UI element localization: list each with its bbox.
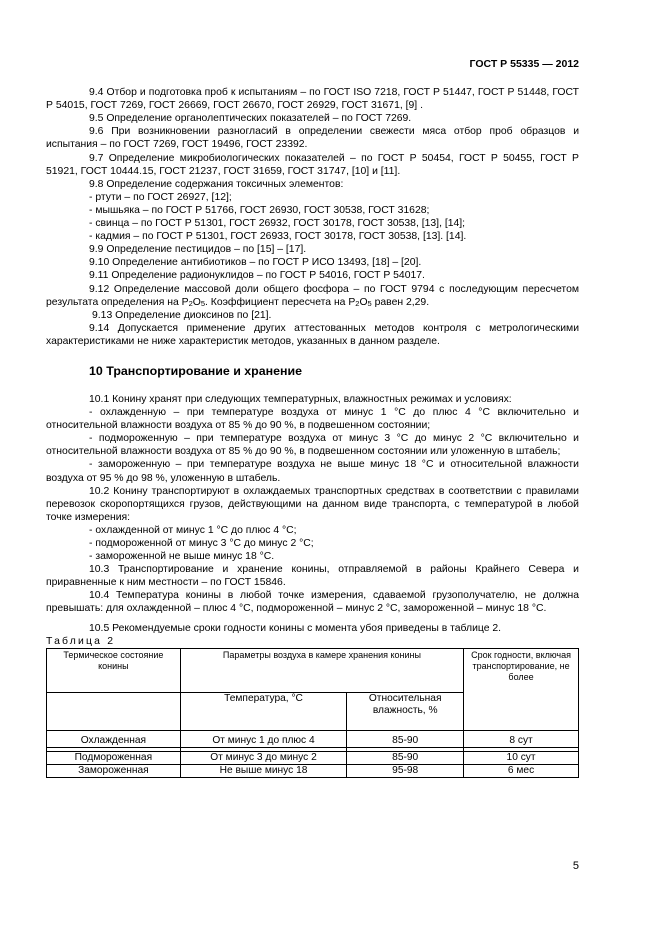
table-cell-humidity: 95-98 <box>347 764 464 777</box>
table-header-state: Термическое состояние конины <box>47 648 181 692</box>
table-header-humidity: Относительная влажность, % <box>347 692 464 730</box>
list-item-transport-subfrozen: - подмороженной от минус 3 °С до минус 2 °С; <box>89 538 314 549</box>
paragraph-9-10: 9.10 Определение антибиотиков – по ГОСТ Р ИСО 13493, [18] – [20]. <box>89 257 422 269</box>
table-cell-state: Подмороженная <box>47 751 181 764</box>
paragraph-9-6: 9.6 При возникновении разногласий в определении свежести мяса отбор проб образцов и испытания – по ГОСТ 7269, ГОСТ 19496, ГОСТ 23392. <box>46 126 579 151</box>
paragraph-9-8: 9.8 Определение содержания токсичных элементов: <box>89 178 344 190</box>
table-cell-state: Охлажденная <box>47 730 181 747</box>
list-item-arsenic: - мышьяка – по ГОСТ Р 51766, ГОСТ 26930, ГОСТ 30538, ГОСТ 31628; <box>89 204 430 216</box>
table-cell-humidity: 85-90 <box>347 751 464 764</box>
paragraph-10-3: 10.3 Транспортирование и хранение конины, отправляемой в районы Крайнего Севера и приравненные к ним местности – по ГОСТ 15846. <box>46 564 579 589</box>
list-item-cadmium: - кадмия – по ГОСТ Р 51301, ГОСТ 26933, ГОСТ 30178, ГОСТ 30538, [13]. [14]. <box>89 231 467 243</box>
paragraph-9-14: 9.14 Допускается применение других аттестованных методов контроля с метрологическими характеристиками не ниже характеристик методов, указанных в данном разделе. <box>46 322 579 347</box>
list-item-subfrozen: - подмороженную – при температуре воздуха от минус 3 °С до минус 2 °С включительно и относительной влажности воздуха от 85 % до 90 %, в подвешенном состоянии или уложенную в штабель; <box>46 433 579 458</box>
list-item-transport-chilled: - охлажденной от минус 1 °С до плюс 4 °С; <box>89 524 297 536</box>
paragraph-9-7: 9.7 Определение микробиологических показателей – по ГОСТ Р 50454, ГОСТ Р 50455, ГОСТ Р 51921, ГОСТ 10444.15, ГОСТ 21237, ГОСТ 31659, ГОСТ 31747, [10] и [11]. <box>46 152 579 177</box>
list-item-lead: - свинца – по ГОСТ Р 51301, ГОСТ 26932, ГОСТ 30178, ГОСТ 30538, [13], [14]; <box>89 218 466 230</box>
paragraph-9-5: 9.5 Определение органолептических показателей – по ГОСТ 7269. <box>89 113 412 125</box>
list-item-chilled: - охлажденную – при температуре воздуха от минус 1 °С до плюс 4 °С включительно и относительной влажности воздуха от 85 % до 90 %, в подвешенном состоянии; <box>46 407 579 432</box>
paragraph-9-9: 9.9 Определение пестицидов – по [15] – [17]. <box>89 244 307 256</box>
table-header-shelf-life: Срок годности, включая транспортирование, не более <box>464 648 579 730</box>
table-cell-shelf: 8 сут <box>464 730 579 747</box>
table-cell-temp: От минус 3 до минус 2 <box>180 751 347 764</box>
list-item-transport-frozen: - замороженной не выше минус 18 °С. <box>89 551 275 563</box>
section-title: 10 Транспортирование и хранение <box>89 363 302 378</box>
page-number: 5 <box>572 860 579 872</box>
table-label: Таблица 2 <box>46 635 116 647</box>
list-item-mercury: - ртути – по ГОСТ 26927, [12]; <box>89 191 232 203</box>
table-header-empty <box>47 692 181 730</box>
table-cell-state: Замороженная <box>47 764 181 777</box>
paragraph-9-12: 9.12 Определение массовой доли общего фосфора – по ГОСТ 9794 с последующим пересчетом результата определения на $P_2O_5$. Коэффициент пересчета на $P_2O_5$ равен 2,29. <box>46 283 579 308</box>
paragraph-10-2: 10.2 Конину транспортируют в охлаждаемых транспортных средствах в соответствии с правилами перевозок скоропортящихся грузов, действующими на данном виде транспорта, с температурой в любой точке измерения: <box>46 485 579 523</box>
table-cell-temp: Не выше минус 18 <box>180 764 347 777</box>
list-item-frozen: - замороженную – при температуре воздуха не выше минус 18 °С и относительной влажности воздуха от 95 % до 98 %, уложенную в штабель. <box>46 459 579 484</box>
paragraph-10-4: 10.4 Температура конины в любой точке измерения, сдаваемой грузополучателю, не должна превышать: для охлажденной – плюс 4 °С, подмороженной – минус 2 °С, замороженной – минус 18 °С. <box>46 590 579 615</box>
table-header-air-params: Параметры воздуха в камере хранения конины <box>180 648 463 692</box>
paragraph-10-1: 10.1 Конину хранят при следующих температурных, влажностных режимах и условиях: <box>89 393 512 405</box>
shelf-life-table <box>46 648 579 778</box>
paragraph-9-13: 9.13 Определение диоксинов по [21]. <box>92 309 272 321</box>
table-cell-temp: От минус 1 до плюс 4 <box>180 730 347 747</box>
paragraph-10-5: 10.5 Рекомендуемые сроки годности конины с момента убоя приведены в таблице 2. <box>89 622 502 634</box>
table-cell-humidity: 85-90 <box>347 730 464 747</box>
paragraph-9-4: 9.4 Отбор и подготовка проб к испытаниям – по ГОСТ ISO 7218, ГОСТ Р 51447, ГОСТ Р 51448, ГОСТ Р 54015, ГОСТ 7269, ГОСТ 26669, ГОСТ 26670, ГОСТ 26929, ГОСТ 31671, [9] . <box>46 87 579 112</box>
table-header-temperature: Температура, °С <box>180 692 347 730</box>
paragraph-9-11: 9.11 Определение радионуклидов – по ГОСТ Р 54016, ГОСТ Р 54017. <box>89 270 425 282</box>
table-cell-shelf: 10 сут <box>464 751 579 764</box>
document-header: ГОСТ Р 55335 — 2012 <box>469 58 579 70</box>
table-cell-shelf: 6 мес <box>464 764 579 777</box>
